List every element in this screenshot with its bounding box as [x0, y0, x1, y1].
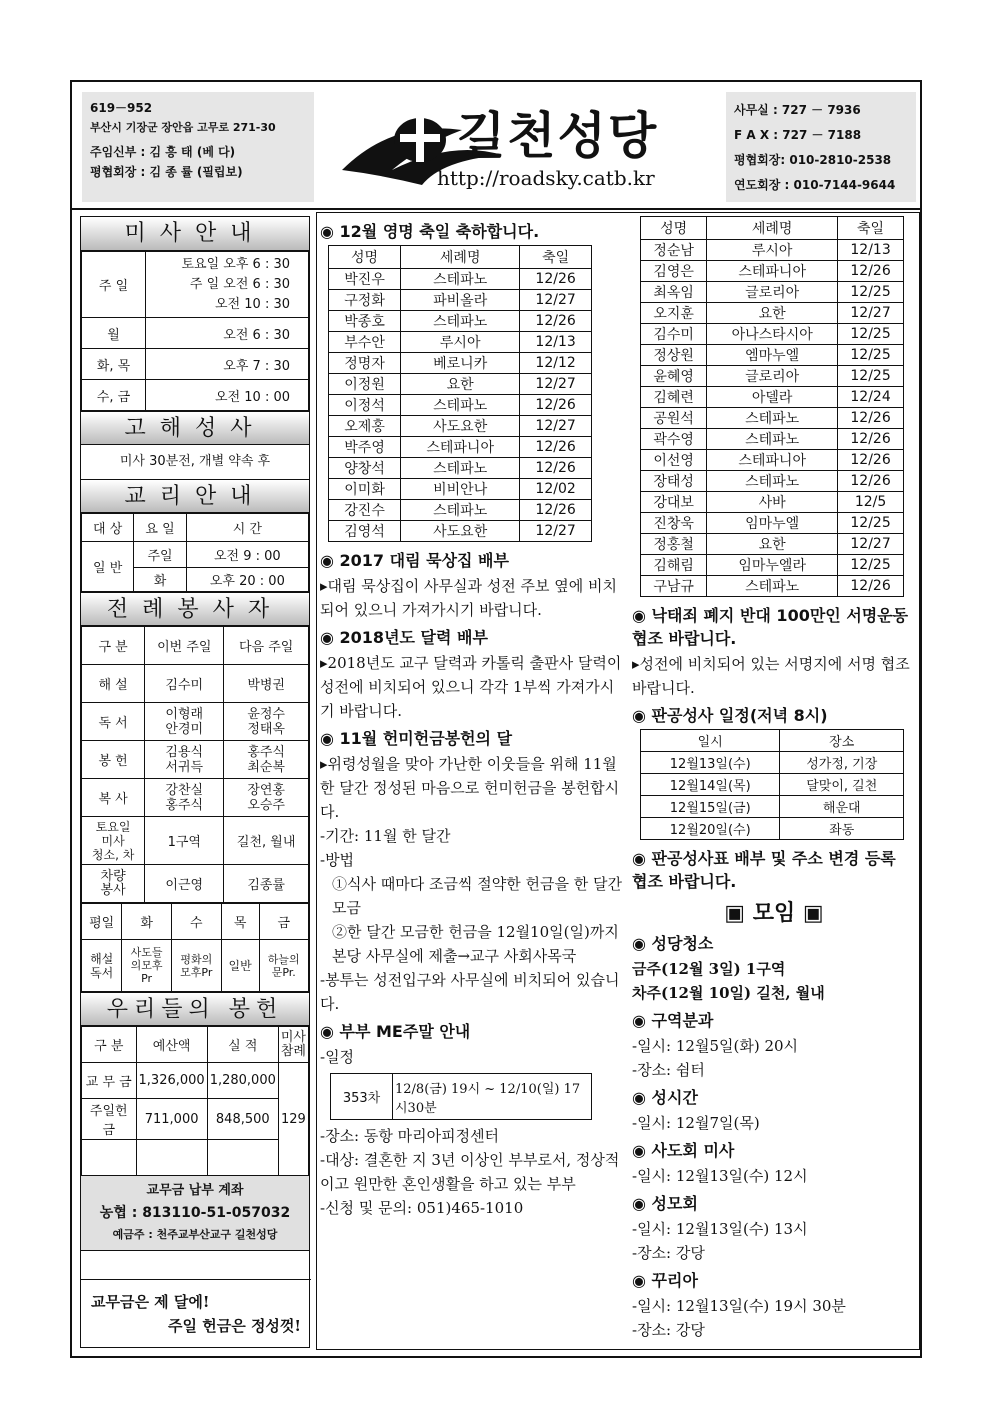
table-cell: 강찬실 홍주식 [145, 779, 224, 817]
table-cell: 교 무 금 [82, 1063, 137, 1099]
notice-line: -방법 [320, 851, 355, 869]
weekday-table [81, 903, 309, 992]
table-cell: 요한 [707, 303, 838, 324]
account-number: 농협 : 813110-51-057032 [99, 1205, 291, 1221]
table-row [641, 471, 904, 492]
table-cell: 12/27 [520, 416, 592, 437]
table-cell: 박종호 [329, 311, 401, 332]
table-cell: 해운대 [780, 796, 904, 818]
meeting-title: ◉ 성당청소 [632, 934, 714, 953]
table-cell: 오지훈 [641, 303, 707, 324]
table-cell: 독 서 [82, 703, 145, 741]
table-row [641, 492, 904, 513]
table-header: 축일 [838, 217, 904, 240]
catechism-title: 교리안내 [81, 479, 309, 513]
me-table [330, 1073, 592, 1120]
notice-title: ◉ 2017 대림 묵상집 배부 [320, 551, 509, 570]
mass-time: 오전 10 : 30 [215, 296, 290, 312]
table-header: 금 [259, 904, 309, 940]
mass-time: 오전 6 : 30 [146, 318, 309, 349]
table-row [329, 500, 592, 521]
table-cell: 정명자 [329, 353, 401, 374]
notice-title: ◉ 판공성사표 배부 및 주소 변경 등록 협조 바랍니다. [632, 849, 896, 891]
table-cell: 오후 20 : 00 [186, 568, 308, 592]
table-header: 축일 [520, 246, 592, 269]
table-row [641, 303, 904, 324]
table-cell: 김수미 [641, 324, 707, 345]
table-cell: 12/26 [520, 437, 592, 458]
meeting-line: -장소: 강당 [632, 1244, 705, 1262]
table-cell: 임마누엘라 [707, 555, 838, 576]
table-header: 실 적 [207, 1027, 278, 1063]
table-row [641, 324, 904, 345]
table-cell: 베로니카 [401, 353, 520, 374]
table-cell: 정순남 [641, 240, 707, 261]
table-header: 이번 주일 [145, 627, 224, 665]
table-cell: 스테파니아 [401, 437, 520, 458]
table-header: 세례명 [707, 217, 838, 240]
meeting-line: -일시: 12월13일(수) 12시 [632, 1167, 808, 1185]
table-row [641, 513, 904, 534]
notice-line: -신청 및 문의: 051)465-1010 [320, 1199, 524, 1217]
table-cell: 711,000 [136, 1099, 207, 1140]
table-cell: 12/26 [838, 261, 904, 282]
table-cell: 해설 독서 [82, 940, 122, 992]
notice-line: ②한 달간 모금한 헌금을 12월10일(일)까지 본당 사무실에 제출→교구 사회사목국 [332, 923, 619, 965]
table-cell: 오제홍 [329, 416, 401, 437]
table-cell: 루시아 [401, 332, 520, 353]
table-row [641, 366, 904, 387]
table-cell [82, 1140, 137, 1176]
table-row [329, 416, 592, 437]
table-cell: 글로리아 [707, 282, 838, 303]
left-column [80, 216, 310, 1348]
meeting-title: ◉ 사도회 미사 [632, 1141, 735, 1160]
table-cell: 주일헌금 [82, 1099, 137, 1140]
table-cell: 진창욱 [641, 513, 707, 534]
table-cell: 이근영 [145, 865, 224, 903]
table-row [641, 282, 904, 303]
table-cell: 김혜련 [641, 387, 707, 408]
table-cell: 스테파노 [401, 500, 520, 521]
table-cell: 12/25 [838, 282, 904, 303]
account-title: 교무금 납부 계좌 [146, 1183, 244, 1198]
table-row [329, 332, 592, 353]
table-cell: 차량 봉사 [82, 865, 145, 903]
table-row [641, 534, 904, 555]
table-header: 예산액 [136, 1027, 207, 1063]
table-row [329, 311, 592, 332]
table-cell: 사도요한 [401, 416, 520, 437]
table-cell: 윤혜영 [641, 366, 707, 387]
table-cell: 스테파노 [401, 458, 520, 479]
table-cell: 12/26 [520, 311, 592, 332]
table-cell: 12/25 [838, 555, 904, 576]
council-president: 평협회장 : 김 종 률 (필립보) [90, 165, 243, 179]
table-cell: 파비올라 [401, 290, 520, 311]
table-cell: 이정석 [329, 395, 401, 416]
table-cell: 848,500 [207, 1099, 278, 1140]
table-header: 요 일 [134, 514, 186, 542]
table-header: 세례명 [401, 246, 520, 269]
right-column [632, 216, 916, 1348]
table-cell: 아델라 [707, 387, 838, 408]
notice-line: -대상: 결혼한 지 3년 이상인 부부로서, 정상적이고 원만한 혼인생활을 하고 있는 부부 [320, 1151, 620, 1193]
table-cell: 스테파니아 [707, 261, 838, 282]
notice-title: ◉ 11월 헌미헌금봉헌의 달 [320, 729, 513, 748]
website-link[interactable]: http://roadsky.catb.kr [437, 166, 655, 190]
table-cell: 12/26 [838, 450, 904, 471]
table-header: 대 상 [82, 514, 134, 542]
mass-day: 화, 목 [82, 349, 146, 380]
table-cell: 12/26 [838, 471, 904, 492]
table-cell: 스테파노 [707, 576, 838, 597]
table-header: 수 [171, 904, 221, 940]
table-cell: 12/26 [520, 269, 592, 290]
table-row [329, 353, 592, 374]
meeting-line: -일시: 12월5일(화) 20시 [632, 1037, 799, 1055]
table-header: 성명 [329, 246, 401, 269]
table-cell: 이형래 안경미 [145, 703, 224, 741]
table-cell: 김수미 [145, 665, 224, 703]
meeting-line: -일시: 12월7일(목) [632, 1114, 760, 1132]
table-cell: 아나스타시아 [707, 324, 838, 345]
offering-note [81, 1279, 311, 1347]
table-header: 목 [221, 904, 259, 940]
catechism-table [81, 513, 309, 592]
table-cell: 12/27 [520, 521, 592, 542]
account-holder: 예금주 : 천주교부산교구 길천성당 [112, 1228, 278, 1241]
mass-title: 미사안내 [81, 217, 309, 251]
notice-text: ▸2018년도 교구 달력과 카톨릭 출판사 달력이 성전에 비치되어 있으니 각각 1부씩 가져가시기 바랍니다. [320, 654, 622, 720]
table-cell: 토요일 미사 청소, 차 [82, 817, 145, 865]
table-cell: 엠마누엘 [707, 345, 838, 366]
notice-title: ◉ 2018년도 달력 배부 [320, 628, 488, 647]
table-header: 평일 [82, 904, 122, 940]
table-cell: 1,280,000 [207, 1063, 278, 1099]
notice-title: ◉ 낙태죄 폐지 반대 100만인 서명운동 협조 바랍니다. [632, 606, 909, 648]
table-cell: 김영은 [641, 261, 707, 282]
mass-day: 수, 금 [82, 380, 146, 411]
table-cell: 12/25 [838, 324, 904, 345]
notice-line: -봉투는 성전입구와 사무실에 비치되어 있습니다. [320, 971, 620, 1013]
table-cell: 12/5 [838, 492, 904, 513]
meeting-title: ◉ 구역분과 [632, 1011, 714, 1030]
table-cell: 12/25 [838, 513, 904, 534]
table-cell: 김영석 [329, 521, 401, 542]
table-cell: 사바 [707, 492, 838, 513]
table-cell: 장태성 [641, 471, 707, 492]
feast-table [328, 245, 592, 542]
confession-title: 고해성사 [81, 411, 309, 445]
mass-day: 월 [82, 318, 146, 349]
table-row [329, 479, 592, 500]
mass-day: 주 일 [82, 252, 146, 318]
table-cell: 12/27 [520, 290, 592, 311]
feast-table-2 [640, 216, 904, 597]
mass-time: 오전 10 : 00 [146, 380, 309, 411]
table-cell: 장연홍 오승주 [224, 779, 309, 817]
table-row [329, 395, 592, 416]
table-cell: 12/26 [520, 458, 592, 479]
table-cell: 12/26 [838, 408, 904, 429]
table-row [641, 345, 904, 366]
table-cell: 이선영 [641, 450, 707, 471]
pastor: 주임신부 : 김 흥 태 (베 다) [90, 145, 236, 159]
table-cell: 12/26 [838, 429, 904, 450]
table-header: 미사 참례 [278, 1027, 308, 1063]
table-cell: 12/27 [838, 303, 904, 324]
table-row [329, 374, 592, 395]
table-row [329, 458, 592, 479]
table-cell: 루시아 [707, 240, 838, 261]
table-header: 시 간 [186, 514, 308, 542]
table-cell: 김해림 [641, 555, 707, 576]
table-cell: 구정화 [329, 290, 401, 311]
meeting-line: -장소: 쉼터 [632, 1061, 705, 1079]
table-cell: 윤정수 정태옥 [224, 703, 309, 741]
table-row [641, 450, 904, 471]
table-cell: 구남규 [641, 576, 707, 597]
table-cell: 12/13 [520, 332, 592, 353]
table-row [641, 387, 904, 408]
table-cell: 요한 [707, 534, 838, 555]
mass-time: 주 일 오전 6 : 30 [189, 276, 290, 292]
table-cell: 김용식 서귀득 [145, 741, 224, 779]
table-cell: 정홍철 [641, 534, 707, 555]
table-cell: 12월15일(금) [641, 796, 780, 818]
table-cell: 오전 9 : 00 [186, 542, 308, 568]
table-cell: 달맞이, 길천 [780, 774, 904, 796]
council-phone: 평협회장: 010-2810-2538 [734, 153, 892, 167]
header-info-right [726, 92, 916, 202]
table-cell [207, 1140, 278, 1176]
table-cell: 스테파니아 [707, 450, 838, 471]
middle-column [320, 216, 626, 1348]
table-cell: 12/25 [838, 345, 904, 366]
table-header: 일시 [641, 730, 780, 752]
table-cell: 스테파노 [707, 408, 838, 429]
table-cell: 박주영 [329, 437, 401, 458]
confession-text: 미사 30분전, 개별 약속 후 [119, 454, 271, 469]
table-cell: 12월14일(목) [641, 774, 780, 796]
header [72, 82, 920, 210]
liturgy-table [81, 626, 309, 903]
meeting-line: -장소: 강당 [632, 1321, 705, 1339]
notice-line: -기간: 11월 한 달간 [320, 827, 451, 845]
table-cell: 길천, 월내 [224, 817, 309, 865]
notice-line: -장소: 동항 마리아피정센터 [320, 1127, 500, 1145]
meeting-title: ◉ 꾸리아 [632, 1271, 698, 1290]
table-cell: 홍주식 최순복 [224, 741, 309, 779]
bulletin-frame [70, 80, 922, 1358]
table-cell: 12/12 [520, 353, 592, 374]
table-cell: 정상원 [641, 345, 707, 366]
mass-table [81, 251, 309, 411]
meeting-line: -일시: 12월13일(수) 19시 30분 [632, 1297, 846, 1315]
address: 부산시 기장군 장안읍 고무로 271-30 [90, 121, 276, 134]
account-box [81, 1176, 309, 1251]
liturgy-title: 전례봉사자 [81, 592, 309, 626]
table-cell: 공원석 [641, 408, 707, 429]
table-cell: 스테파노 [401, 269, 520, 290]
table-cell: 해 설 [82, 665, 145, 703]
table-cell: 12/13 [838, 240, 904, 261]
table-row [641, 408, 904, 429]
header-info-left [82, 92, 314, 202]
table-cell: 화 [134, 568, 186, 592]
table-cell: 평화의 모후Pr [171, 940, 221, 992]
table-cell: 일반 [221, 940, 259, 992]
confession-schedule-table [640, 729, 904, 840]
table-header: 성명 [641, 217, 707, 240]
meeting-line: 차주(12월 10일) 길천, 월내 [632, 984, 825, 1002]
note-line: 교무금은 제 달에! [91, 1293, 210, 1311]
table-cell: 12/26 [520, 395, 592, 416]
table-cell: 12/24 [838, 387, 904, 408]
attendance-count: 129 [278, 1063, 308, 1176]
table-cell: 박진우 [329, 269, 401, 290]
feast-title: ◉ 12월 영명 축일 축하합니다. [320, 222, 540, 241]
table-cell: 봉 헌 [82, 741, 145, 779]
table-cell: 글로리아 [707, 366, 838, 387]
table-header: 화 [122, 904, 171, 940]
table-cell: 12월13일(수) [641, 752, 780, 774]
table-row [641, 555, 904, 576]
zip-code: 619－952 [90, 101, 153, 115]
table-cell: 12/02 [520, 479, 592, 500]
table-row [641, 576, 904, 597]
table-header: 장소 [780, 730, 904, 752]
me-number: 353차 [331, 1074, 393, 1120]
catechism-group: 일 반 [82, 542, 134, 592]
table-cell: 스테파노 [707, 471, 838, 492]
mass-times [146, 252, 309, 318]
mass-time: 오후 7 : 30 [146, 349, 309, 380]
table-cell: 12/27 [520, 374, 592, 395]
table-cell: 요한 [401, 374, 520, 395]
notice-title: ◉ 부부 ME주말 안내 [320, 1022, 471, 1041]
table-cell: 12/26 [838, 576, 904, 597]
table-cell: 곽수영 [641, 429, 707, 450]
notice-text: ▸대림 묵상집이 사무실과 성전 주보 옆에 비치되어 있으니 가져가시기 바랍니다. [320, 577, 617, 619]
me-dates: 12/8(금) 19시 ~ 12/10(일) 17시30분 [393, 1074, 592, 1120]
notice-title: ◉ 판공성사 일정(저녁 8시) [632, 706, 828, 725]
table-cell: 강진수 [329, 500, 401, 521]
meeting-title: ◉ 성시간 [632, 1088, 698, 1107]
table-cell: 임마누엘 [707, 513, 838, 534]
meeting-title: ◉ 성모회 [632, 1194, 698, 1213]
table-cell: 스테파노 [707, 429, 838, 450]
table-cell: 김종률 [224, 865, 309, 903]
table-cell: 12/26 [520, 500, 592, 521]
table-cell: 이정원 [329, 374, 401, 395]
meetings-title: ▣ 모임 ▣ [724, 901, 824, 926]
note-line: 주일 헌금은 정성껏! [168, 1317, 301, 1335]
table-cell: 부수안 [329, 332, 401, 353]
notice-line: ①식사 때마다 조금씩 절약한 헌금을 한 달간 모금 [332, 875, 622, 917]
table-cell: 비비안나 [401, 479, 520, 500]
table-cell: 최옥임 [641, 282, 707, 303]
mass-time: 토요일 오후 6 : 30 [181, 256, 290, 272]
table-cell: 복 사 [82, 779, 145, 817]
notice-text: ▸성전에 비치되어 있는 서명지에 서명 협조 바랍니다. [632, 655, 910, 697]
table-row [641, 429, 904, 450]
table-cell: 좌동 [780, 818, 904, 840]
table-cell: 12월20일(수) [641, 818, 780, 840]
table-cell: 1구역 [145, 817, 224, 865]
offering-title: 우리들의 봉헌 [81, 992, 309, 1026]
offering-table [81, 1026, 309, 1176]
table-cell: 스테파노 [401, 395, 520, 416]
table-header: 구 분 [82, 1027, 137, 1063]
table-cell: 박병권 [224, 665, 309, 703]
church-name: 길천성당 [457, 107, 659, 165]
meeting-line: -일시: 12월13일(수) 13시 [632, 1220, 808, 1238]
table-row [329, 269, 592, 290]
fax: F A X : 727 － 7188 [734, 128, 862, 142]
table-header: 다음 주일 [224, 627, 309, 665]
table-cell: 양창석 [329, 458, 401, 479]
table-cell: 하늘의 문Pr. [259, 940, 309, 992]
table-row [329, 290, 592, 311]
table-row [329, 521, 592, 542]
table-cell: 사도들 의모후 Pr [122, 940, 171, 992]
table-cell: 이미화 [329, 479, 401, 500]
table-row [329, 437, 592, 458]
notice-text: ▸위령성월을 맞아 가난한 이웃들을 위해 11월 한 달간 정성된 마음으로 헌미헌금을 봉헌합시다. [320, 755, 620, 821]
yeondo-phone: 연도회장 : 010-7144-9644 [734, 178, 896, 192]
table-cell: 12/25 [838, 366, 904, 387]
table-cell: 1,326,000 [136, 1063, 207, 1099]
table-cell: 12/27 [838, 534, 904, 555]
table-cell [136, 1140, 207, 1176]
table-cell: 성가정, 기장 [780, 752, 904, 774]
notice-line: -일정 [320, 1048, 355, 1066]
table-header: 구 분 [82, 627, 145, 665]
table-cell: 스테파노 [401, 311, 520, 332]
table-cell: 강대보 [641, 492, 707, 513]
table-row [641, 240, 904, 261]
office-phone: 사무실 : 727 － 7936 [734, 103, 861, 117]
table-cell: 사도요한 [401, 521, 520, 542]
table-row [641, 261, 904, 282]
meeting-line: 금주(12월 3일) 1구역 [632, 960, 786, 978]
table-cell: 주일 [134, 542, 186, 568]
